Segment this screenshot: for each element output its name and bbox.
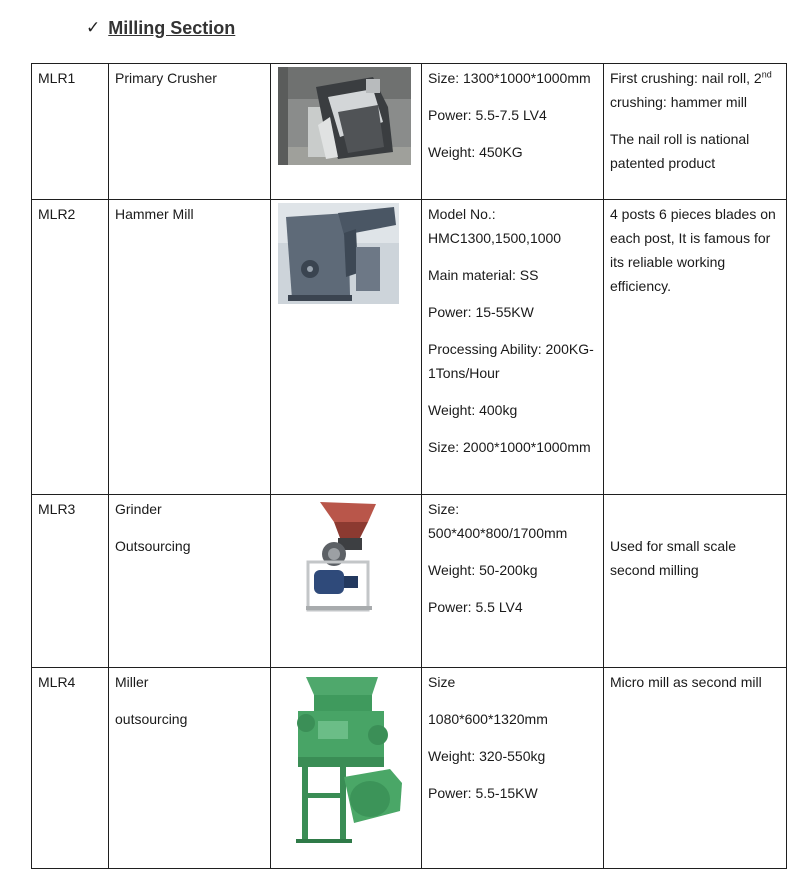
image-cell	[271, 495, 422, 668]
equipment-code: MLR4	[38, 674, 76, 690]
note-text: 4 posts 6 pieces blades on each post, It is famous for its reliable working efficiency.	[610, 206, 776, 294]
section-title: Milling Section	[108, 17, 236, 38]
name-cell	[109, 495, 271, 668]
code-cell	[32, 668, 109, 869]
checkmark-icon: ✓	[86, 18, 101, 38]
equipment-code: MLR1	[38, 70, 76, 86]
note-text: Used for small scale second milling	[610, 538, 737, 578]
image-cell	[271, 668, 422, 869]
primary-crusher-photo	[278, 67, 411, 165]
equipment-source: outsourcing	[115, 711, 188, 727]
notes-cell	[604, 200, 787, 495]
code-cell	[32, 64, 109, 200]
spec-line: Power: 5.5 LV4	[428, 599, 523, 615]
equipment-name: Miller	[115, 674, 149, 690]
name-cell	[109, 668, 271, 869]
spec-line: Weight: 50-200kg	[428, 562, 538, 578]
spec-cell	[422, 64, 604, 200]
equipment-name: Hammer Mill	[115, 206, 194, 222]
equipment-source: Outsourcing	[115, 538, 191, 554]
notes-cell	[604, 64, 787, 200]
spec-cell	[422, 200, 604, 495]
spec-line: Power: 5.5-7.5 LV4	[428, 107, 547, 123]
table-row	[32, 200, 787, 495]
notes-cell	[604, 495, 787, 668]
spec-line: Size: 500*400*800/1700mm	[428, 501, 568, 541]
spec-line: 1080*600*1320mm	[428, 711, 548, 727]
name-cell	[109, 200, 271, 495]
spec-cell	[422, 668, 604, 869]
note-text: The nail roll is national patented product	[610, 131, 750, 171]
spec-line: Weight: 450KG	[428, 144, 523, 160]
section-heading	[86, 16, 235, 40]
spec-line: Power: 15-55KW	[428, 304, 534, 320]
spec-cell	[422, 495, 604, 668]
spec-line: Weight: 320-550kg	[428, 748, 546, 764]
table-row	[32, 64, 787, 200]
note-text: Micro mill as second mill	[610, 674, 762, 690]
equipment-name: Primary Crusher	[115, 70, 217, 86]
note-text: First crushing: nail roll, 2nd crushing: hammer mill	[610, 69, 772, 110]
miller-photo	[278, 671, 408, 851]
equipment-code: MLR2	[38, 206, 76, 222]
equipment-table	[31, 63, 787, 869]
table-row	[32, 668, 787, 869]
spec-line: Size: 2000*1000*1000mm	[428, 439, 591, 455]
spec-line: Weight: 400kg	[428, 402, 518, 418]
spec-line: Main material: SS	[428, 267, 539, 283]
name-cell	[109, 64, 271, 200]
spec-line: Processing Ability: 200KG-1Tons/Hour	[428, 341, 594, 381]
equipment-name: Grinder	[115, 501, 162, 517]
spec-line: Size	[428, 674, 456, 690]
image-cell	[271, 64, 422, 200]
image-cell	[271, 200, 422, 495]
hammer-mill-photo	[278, 203, 399, 304]
equipment-code: MLR3	[38, 501, 76, 517]
code-cell	[32, 200, 109, 495]
spec-line: Model No.: HMC1300,1500,1000	[428, 206, 562, 246]
notes-cell	[604, 668, 787, 869]
spec-line: Size: 1300*1000*1000mm	[428, 70, 591, 86]
spec-line: Power: 5.5-15KW	[428, 785, 538, 801]
code-cell	[32, 495, 109, 668]
table-row	[32, 495, 787, 668]
grinder-photo	[278, 498, 397, 617]
